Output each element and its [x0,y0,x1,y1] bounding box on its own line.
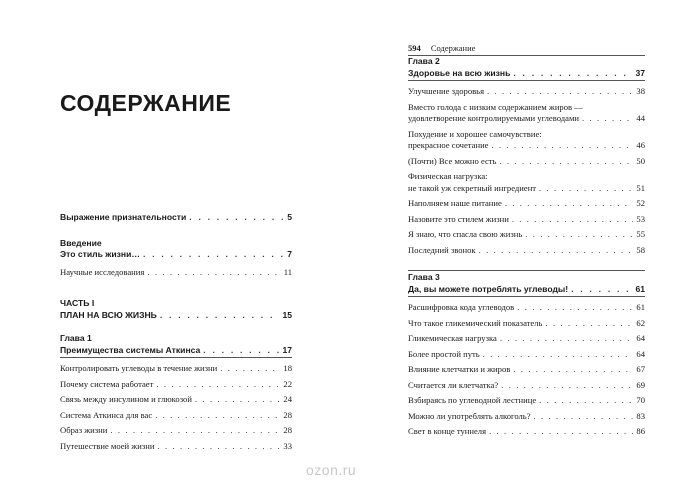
chapter-heading: Глава 1 [60,333,92,343]
toc-entry-page: 61 [636,302,645,312]
toc-entry-title: удовлетворение контролируемыми углеводами [408,113,579,123]
toc-entry-title: Назовите это стилем жизни [408,213,509,224]
toc-entry-title: Более простой путь [408,348,480,359]
dot-leader [513,68,632,80]
toc-entry[interactable] [60,363,292,375]
dot-leader [160,310,280,322]
toc-entry-title: Образ жизни [60,425,108,435]
toc-entry-page: 64 [636,348,645,359]
toc-entry-title: Похудение и хорошее самочувствие: [408,128,542,139]
toc-entry-page: 62 [636,317,645,328]
toc-entry-page: 28 [283,425,292,435]
toc-entry-title: Взбираясь по углеводной лестнице [408,395,537,405]
toc-entry[interactable] [408,380,645,392]
left-toc [60,212,292,456]
right-toc [408,56,645,442]
section-heading: Введение [60,237,102,248]
dot-leader [517,302,633,314]
toc-entry[interactable] [408,318,645,330]
toc-entry-title: Вместо голода с низким содержанием жиров — [408,101,583,112]
toc-entry[interactable] [60,441,292,453]
contents-title: СОДЕРЖАНИЕ [60,90,232,116]
dot-leader [189,212,284,224]
toc-entry-page: 61 [635,283,645,294]
dot-leader [143,249,284,261]
toc-entry-title: Улучшение здоровья [408,86,485,96]
dot-leader [489,426,633,438]
dot-leader [512,214,634,226]
toc-entry[interactable] [408,426,645,438]
toc-entry-title: Преимущества системы Аткинса [60,344,201,355]
toc-entry-page: 67 [636,364,645,374]
dot-leader [545,318,633,330]
toc-entry-title: Почему система работает [60,378,154,389]
toc-entry-title: (Почти) Все можно есть [408,155,497,166]
toc-entry-page: 33 [283,440,292,451]
toc-entry-page: 64 [636,333,645,343]
dot-leader [203,345,279,357]
dot-leader [155,410,280,422]
toc-entry[interactable] [408,102,645,125]
toc-entry[interactable] [408,129,645,152]
toc-entry-title: Да, вы можете потреблять углеводы! [408,283,569,294]
toc-items [408,86,645,256]
toc-entry-title: Путешествие моей жизни [60,440,155,451]
toc-entry[interactable] [408,214,645,226]
toc-entry-title: Контролировать углеводы в течение жизни [60,363,218,373]
toc-entry[interactable] [60,212,292,224]
toc-entry[interactable] [408,284,645,296]
toc-entry[interactable] [408,68,645,80]
toc-entry-title: Научные исследования [60,266,145,277]
dot-leader [501,380,633,392]
toc-entry-title: Последний звонок [408,244,476,255]
page-number: 594 [408,43,421,53]
toc-entry-title: Можно ли употреблять алкоголь? [408,410,531,421]
part-label: ЧАСТЬ I [60,298,95,308]
toc-entry-page: 7 [287,249,292,259]
dot-leader [534,411,634,423]
watermark: ozon.ru [306,462,357,478]
toc-entry-title: Считается ли клетчатка? [408,379,499,390]
toc-entry-page: 24 [283,394,292,404]
chapter-heading: Глава 2 [408,56,440,66]
toc-entry-page: 46 [636,140,645,150]
dot-leader [492,140,634,152]
dot-leader [110,425,280,437]
toc-entry[interactable] [408,156,645,168]
dot-leader [571,284,632,296]
toc-entry-title: Система Аткинса для вас [60,409,153,420]
toc-entry-page: 83 [636,410,645,421]
toc-entry-title: Свет в конце туннеля [408,426,487,436]
toc-entry[interactable] [60,249,292,261]
toc-chapter1-section [60,333,292,452]
dot-leader [483,349,634,361]
toc-entry-page: 28 [283,409,292,420]
toc-entry[interactable] [408,171,645,194]
toc-entry[interactable] [408,349,645,361]
dot-leader [220,363,280,375]
dot-leader [500,333,634,345]
toc-entry-page: 22 [283,378,292,389]
toc-entry-page: 70 [636,395,645,405]
dot-leader [479,245,634,257]
divider [408,296,645,297]
toc-entry-title: Здоровье на всю жизнь [408,67,511,78]
toc-entry-title: ПЛАН НА ВСЮ ЖИЗНЬ [60,309,157,320]
toc-entry-page: 37 [635,67,645,78]
toc-entry[interactable] [60,379,292,391]
toc-entry-page: 58 [636,244,645,255]
toc-entry[interactable] [408,86,645,98]
toc-entry-title: Влияние клетчатки и жиров [408,364,511,374]
dot-leader [156,379,280,391]
toc-entry-title: Я знаю, что спасла свою жизнь [408,229,523,239]
toc-entry-page: 15 [282,309,292,320]
toc-entry-page: 5 [287,212,292,222]
toc-entry-page: 55 [636,229,645,239]
toc-entry[interactable] [60,410,292,422]
toc-entry-title: Гликемическая нагрузка [408,333,497,343]
toc-entry[interactable] [408,302,645,314]
right-page [350,0,700,494]
dot-leader [539,183,633,195]
toc-chapter3-section [408,270,645,438]
toc-entry[interactable] [408,364,645,376]
divider [408,80,645,81]
toc-entry[interactable] [408,333,645,345]
toc-part1-section [60,298,292,321]
toc-entry[interactable] [408,411,645,423]
dot-leader [487,86,633,98]
chapter-heading: Глава 3 [408,272,440,282]
dot-leader [505,198,634,210]
toc-entry[interactable] [60,425,292,437]
toc-entry-page: 86 [636,426,645,436]
toc-entry-page: 69 [636,379,645,390]
toc-entry-page: 11 [283,266,292,277]
dot-leader [157,441,280,453]
toc-entry[interactable] [60,394,292,406]
toc-entry-title: Выражение признательности [60,212,187,222]
toc-entry-page: 53 [636,213,645,224]
toc-entry-title: Физическая нагрузка: [408,171,488,181]
toc-entry[interactable] [408,395,645,407]
toc-entry-page: 44 [636,113,645,123]
toc-entry-page: 38 [636,86,645,96]
toc-acknowledgements [60,212,292,224]
toc-entry-title: Что такое гликемический показатель [408,317,543,328]
running-head [408,43,645,56]
running-head-title: Содержание [430,43,476,53]
divider [60,357,292,358]
toc-entry-page: 18 [283,363,292,373]
toc-entry[interactable] [60,345,292,357]
toc-entry-title: Наполняем наше питание [408,198,502,208]
toc-entry[interactable] [408,198,645,210]
toc-items [408,302,645,438]
toc-entry[interactable] [408,229,645,241]
toc-entry[interactable] [408,245,645,257]
toc-entry-title: Расшифровка кода углеводов [408,302,515,312]
toc-entry-title: не такой уж секретный ингредиент [408,182,537,193]
dot-leader [499,156,633,168]
dot-leader [539,395,633,407]
toc-entry-page: 51 [636,182,645,193]
toc-entry-title: Связь между инсулином и глюкозой [60,394,192,404]
dot-leader [513,364,633,376]
dot-leader [582,113,633,125]
divider [408,270,645,271]
toc-chapter2-section [408,56,645,256]
dot-leader [147,267,280,279]
toc-entry[interactable] [60,267,292,279]
toc-entry-page: 52 [636,198,645,208]
dot-leader [525,229,633,241]
toc-intro-section [60,238,292,279]
toc-entry[interactable] [60,310,292,322]
toc-entry-page: 17 [282,344,292,355]
toc-entry-page: 50 [636,155,645,166]
toc-entry-title: прекрасное сочетание [408,140,489,150]
toc-entry-title: Это стиль жизни… [60,249,140,259]
dot-leader [195,394,280,406]
